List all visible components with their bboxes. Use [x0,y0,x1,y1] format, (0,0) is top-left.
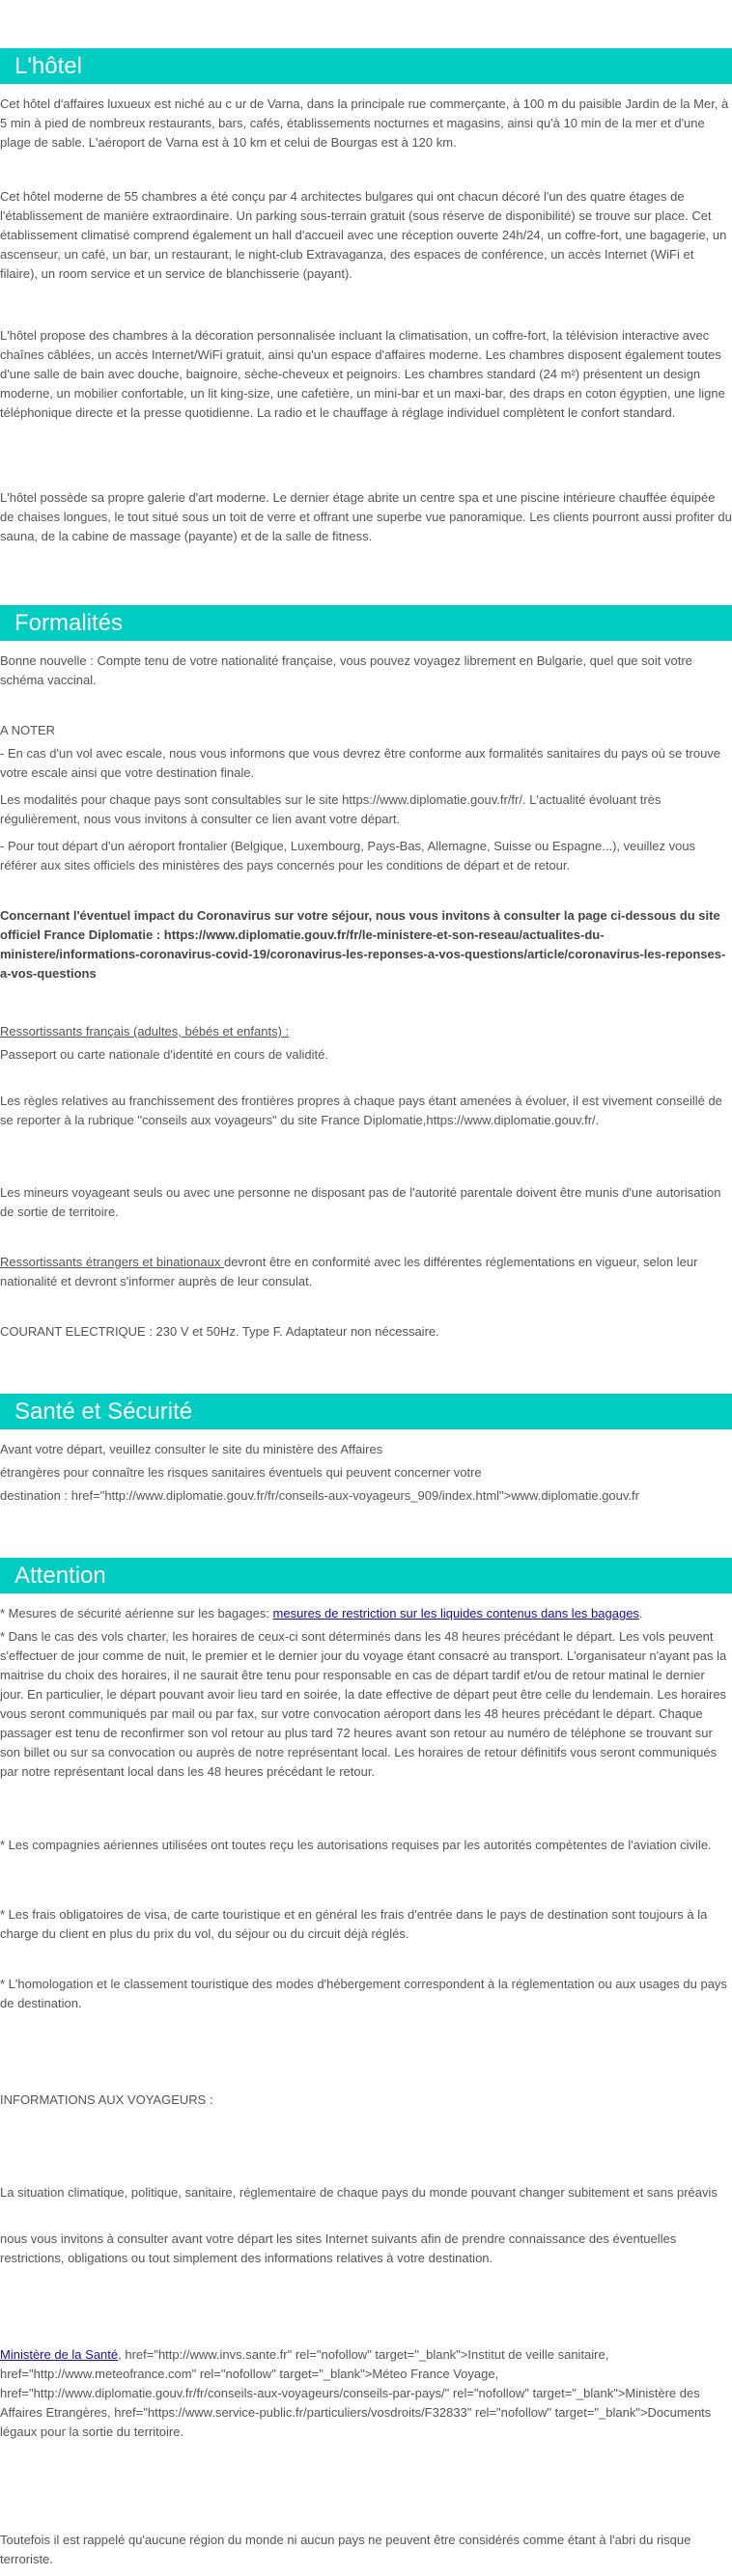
formalites-note-title: A NOTER [0,723,56,737]
formalites-electric: COURANT ELECTRIQUE : 230 V et 50Hz. Type F. Adaptateur non nécessaire. [0,1324,439,1339]
liquids-restriction-link[interactable]: mesures de restriction sur les liquides contenus dans les bagages [272,1606,639,1620]
section-title-sante: Santé et Sécurité [0,1394,732,1429]
hotel-paragraph-2: Cet hôtel moderne de 55 chambres a été conçu par 4 architectes bulgares qui ont chacun décoré l'un des quatre étages de l'établissement de manière extraordinaire. Un parking sous-terrain gratuit (sous réserve de disponibilité) se trouve sur place. Cet établissement climatisé comprend également un hall d'accueil avec une réception ouverte 24h/24, un coffre-fort, une bagagerie, un ascenseur, un café, un bar, un restaurant, le night-club Extravaganza, des espaces de conférence, un accès Internet (WiFi et filaire), un room service et un service de blanchisserie (payant). [0,189,727,281]
section-title-hotel: L'hôtel [0,48,732,84]
formalites-border-rules: Les règles relatives au franchissement des frontières propres à chaque pays étant amenées à évoluer, il est vivement conseillé de se reporter à la rubrique "conseils aux voyageurs" du site France Diplomatie,https://www.diplomatie.gouv.fr/. [0,1094,722,1127]
attention-security [0,1604,732,1623]
attention-terror: Toutefois il est rappelé qu'aucune région du monde ni aucun pays ne peuvent être considérés comme étant à l'abri du risque terroriste. [0,2533,691,2566]
formalites-covid-notice: Concernant l'éventuel impact du Coronavirus sur votre séjour, nous vous invitons à consulter la page ci-dessous du site officiel France Diplomatie : https://www.diplomatie.gouv.fr/fr/le-ministere-et-son-reseau/actualites-du-ministere/informations-coronavirus-covid-19/coronavirus-les-reponses-a-vos-questions/article/coronavirus-les-reponses-a-vos-questions [0,908,726,981]
ministere-sante-link[interactable]: Ministère de la Santé [0,2347,119,2362]
formalites-foreigners [0,1253,732,1291]
attention-security-suffix: . [638,1606,643,1620]
attention-security-prefix: * Mesures de sécurité aérienne sur les bagages: [0,1606,273,1620]
formalites-note-3: - Pour tout départ d'un aéroport frontalier (Belgique, Luxembourg, Pays-Bas, Allemagne, Suisse ou Espagne...), veuillez vous référer aux sites officiels des ministères des pays concernés pour les conditions de départ et de retour. [0,839,696,873]
attention-homologation: * L'homologation et le classement touristique des modes d'hébergement correspondent à la réglementation ou aux usages du pays de destination. [0,1977,727,2010]
hotel-paragraph-1: Cet hôtel d'affaires luxueux est niché au c ur de Varna, dans la principale rue commerçante, à 100 m du paisible Jardin de la Mer, à 5 min à pied de nombreux restaurants, bars, cafés, établissements nocturnes et magasins, ainsi qu'à 10 min de la mer et d'une plage de sable. L'aéroport de Varna est à 10 km et celui de Bourgas est à 120 km. [0,97,729,150]
section-title-formalites: Formalités [0,605,732,641]
attention-airlines: * Les compagnies aériennes utilisées ont toutes reçu les autorisations requises par les autorités compétentes de l'aviation civile. [0,1838,712,1852]
sante-line-2: étrangères pour connaître les risques sanitaires éventuels qui peuvent concerner votre [0,1465,482,1480]
formalites-french-heading: Ressortissants français (adultes, bébés et enfants) : [0,1024,290,1039]
hotel-paragraph-4: L'hôtel possède sa propre galerie d'art moderne. Le dernier étage abrite un centre spa et une piscine intérieure chauffée équipée de chaises longues, le tout situé sous un toit de verre et offrant une superbe vue panoramique. Les clients pourront aussi profiter du sauna, de la cabine de massage (payante) et de la salle de fitness. [0,490,732,543]
formalites-good-news: Bonne nouvelle : Compte tenu de votre nationalité française, vous pouvez voyagez librement en Bulgarie, quel que soit votre schéma vaccinal. [0,653,692,687]
attention-charter: * Dans le cas des vols charter, les horaires de ceux-ci sont déterminés dans les 48 heures précédant le départ. Les vols peuvent s'effectuer de jour comme de nuit, le premier et le dernier jour du voyage étant consacré au transport. L'organisateur n'ayant pas la maitrise du choix des horaires, il ne saurait être tenu pour responsable en cas de départ tardif et/ou de retour matinal le dernier jour. En particulier, le départ pouvant avoir lieu tard en soirée, la date effective de départ peut être celle du lendemain. Les horaires vous seront communiqués par mail ou par fax, sur votre convocation aéroport dans les 48 heures précédant le départ. Chaque passager est tenu de reconfirmer son vol retour au plus tard 72 heures avant son retour au numéro de téléphone se trouvant sur son billet ou sur sa convocation ou auprès de notre représentant local. Les horaires de retour définitifs vous seront communiqués par notre représentant local dans les 48 heures précédant le retour. [0,1629,727,1779]
formalites-foreigners-text: devront être en conformité avec les différentes réglementations en vigueur, selon leur nationalité et devront s'informer auprès de leur consulat. [0,1255,698,1288]
formalites-foreigners-heading: Ressortissants étrangers et binationaux [0,1255,224,1269]
sante-line-1: Avant votre départ, veuillez consulter le site du ministère des Affaires [0,1442,383,1456]
sante-line-3 [0,1486,732,1506]
attention-situation-2: nous vous invitons à consulter avant votre départ les sites Internet suivants afin de prendre connaissance des éventuelles restrictions, obligations ou tout simplement des informations relatives à votre destination. [0,2231,677,2265]
attention-situation-1: La situation climatique, politique, sanitaire, réglementaire de chaque pays du monde pouvant changer subitement et sans préavis [0,2185,718,2200]
attention-fees: * Les frais obligatoires de visa, de carte touristique et en général les frais d'entrée dans le pays de destination sont toujours à la charge du client en plus du prix du vol, du séjour ou du circuit déjà réglés. [0,1907,708,1941]
formalites-minors: Les mineurs voyageant seuls ou avec une personne ne disposant pas de l'autorité parentale doivent être munis d'une autorisation de sortie de territoire. [0,1185,721,1219]
attention-info-heading: INFORMATIONS AUX VOYAGEURS : [0,2092,213,2107]
attention-links-text: , href="http://www.invs.sante.fr" rel="nofollow" target="_blank">Institut de veille sanitaire, href="http://www.meteofrance.com" rel="nofollow" target="_blank">Méteo France Voyage, href="http://www.diplomatie.gouv.fr/fr/conseils-aux-voyageurs/conseils-par-pays/" rel="nofollow" target="_blank">Ministère des Affaires Etrangères, href="https://www.service-public.fr/particuliers/vosdroits/F32833" rel="nofollow" target="_blank">Documents légaux pour la sortie du territoire. [0,2347,712,2439]
formalites-french-text: Passeport ou carte nationale d'identité en cours de validité. [0,1047,328,1062]
attention-links [0,2345,732,2442]
section-title-attention: Attention [0,1558,732,1593]
formalites-note-2: Les modalités pour chaque pays sont consultables sur le site https://www.diplomatie.gouv.fr/fr/. L'actualité évoluant très régulièrement, nous vous invitons à consulter ce lien avant votre départ. [0,792,662,826]
sante-line-3-text: destination : href="http://www.diplomatie.gouv.fr/fr/conseils-aux-voyageurs_909/index.html">www.diplomatie.gouv.fr [0,1488,639,1503]
formalites-note-1: - En cas d'un vol avec escale, nous vous informons que vous devrez être conforme aux formalités sanitaires du pays où se trouve votre escale ainsi que votre destination finale. [0,746,721,780]
hotel-paragraph-3: L'hôtel propose des chambres à la décoration personnalisée incluant la climatisation, un coffre-fort, la télévision interactive avec chaînes câblées, un accès Internet/WiFi gratuit, ainsi qu'un espace d'affaires moderne. Les chambres disposent également toutes d'une salle de bain avec douche, baignoire, sèche-cheveux et peignoirs. Les chambres standard (24 m²) présentent un design moderne, un mobilier confortable, un lit king-size, une cafetière, un mini-bar et un maxi-bar, des draps en coton égyptien, une ligne téléphonique directe et la presse quotidienne. La radio et le chauffage à réglage individuel complètent le confort standard. [0,328,725,420]
